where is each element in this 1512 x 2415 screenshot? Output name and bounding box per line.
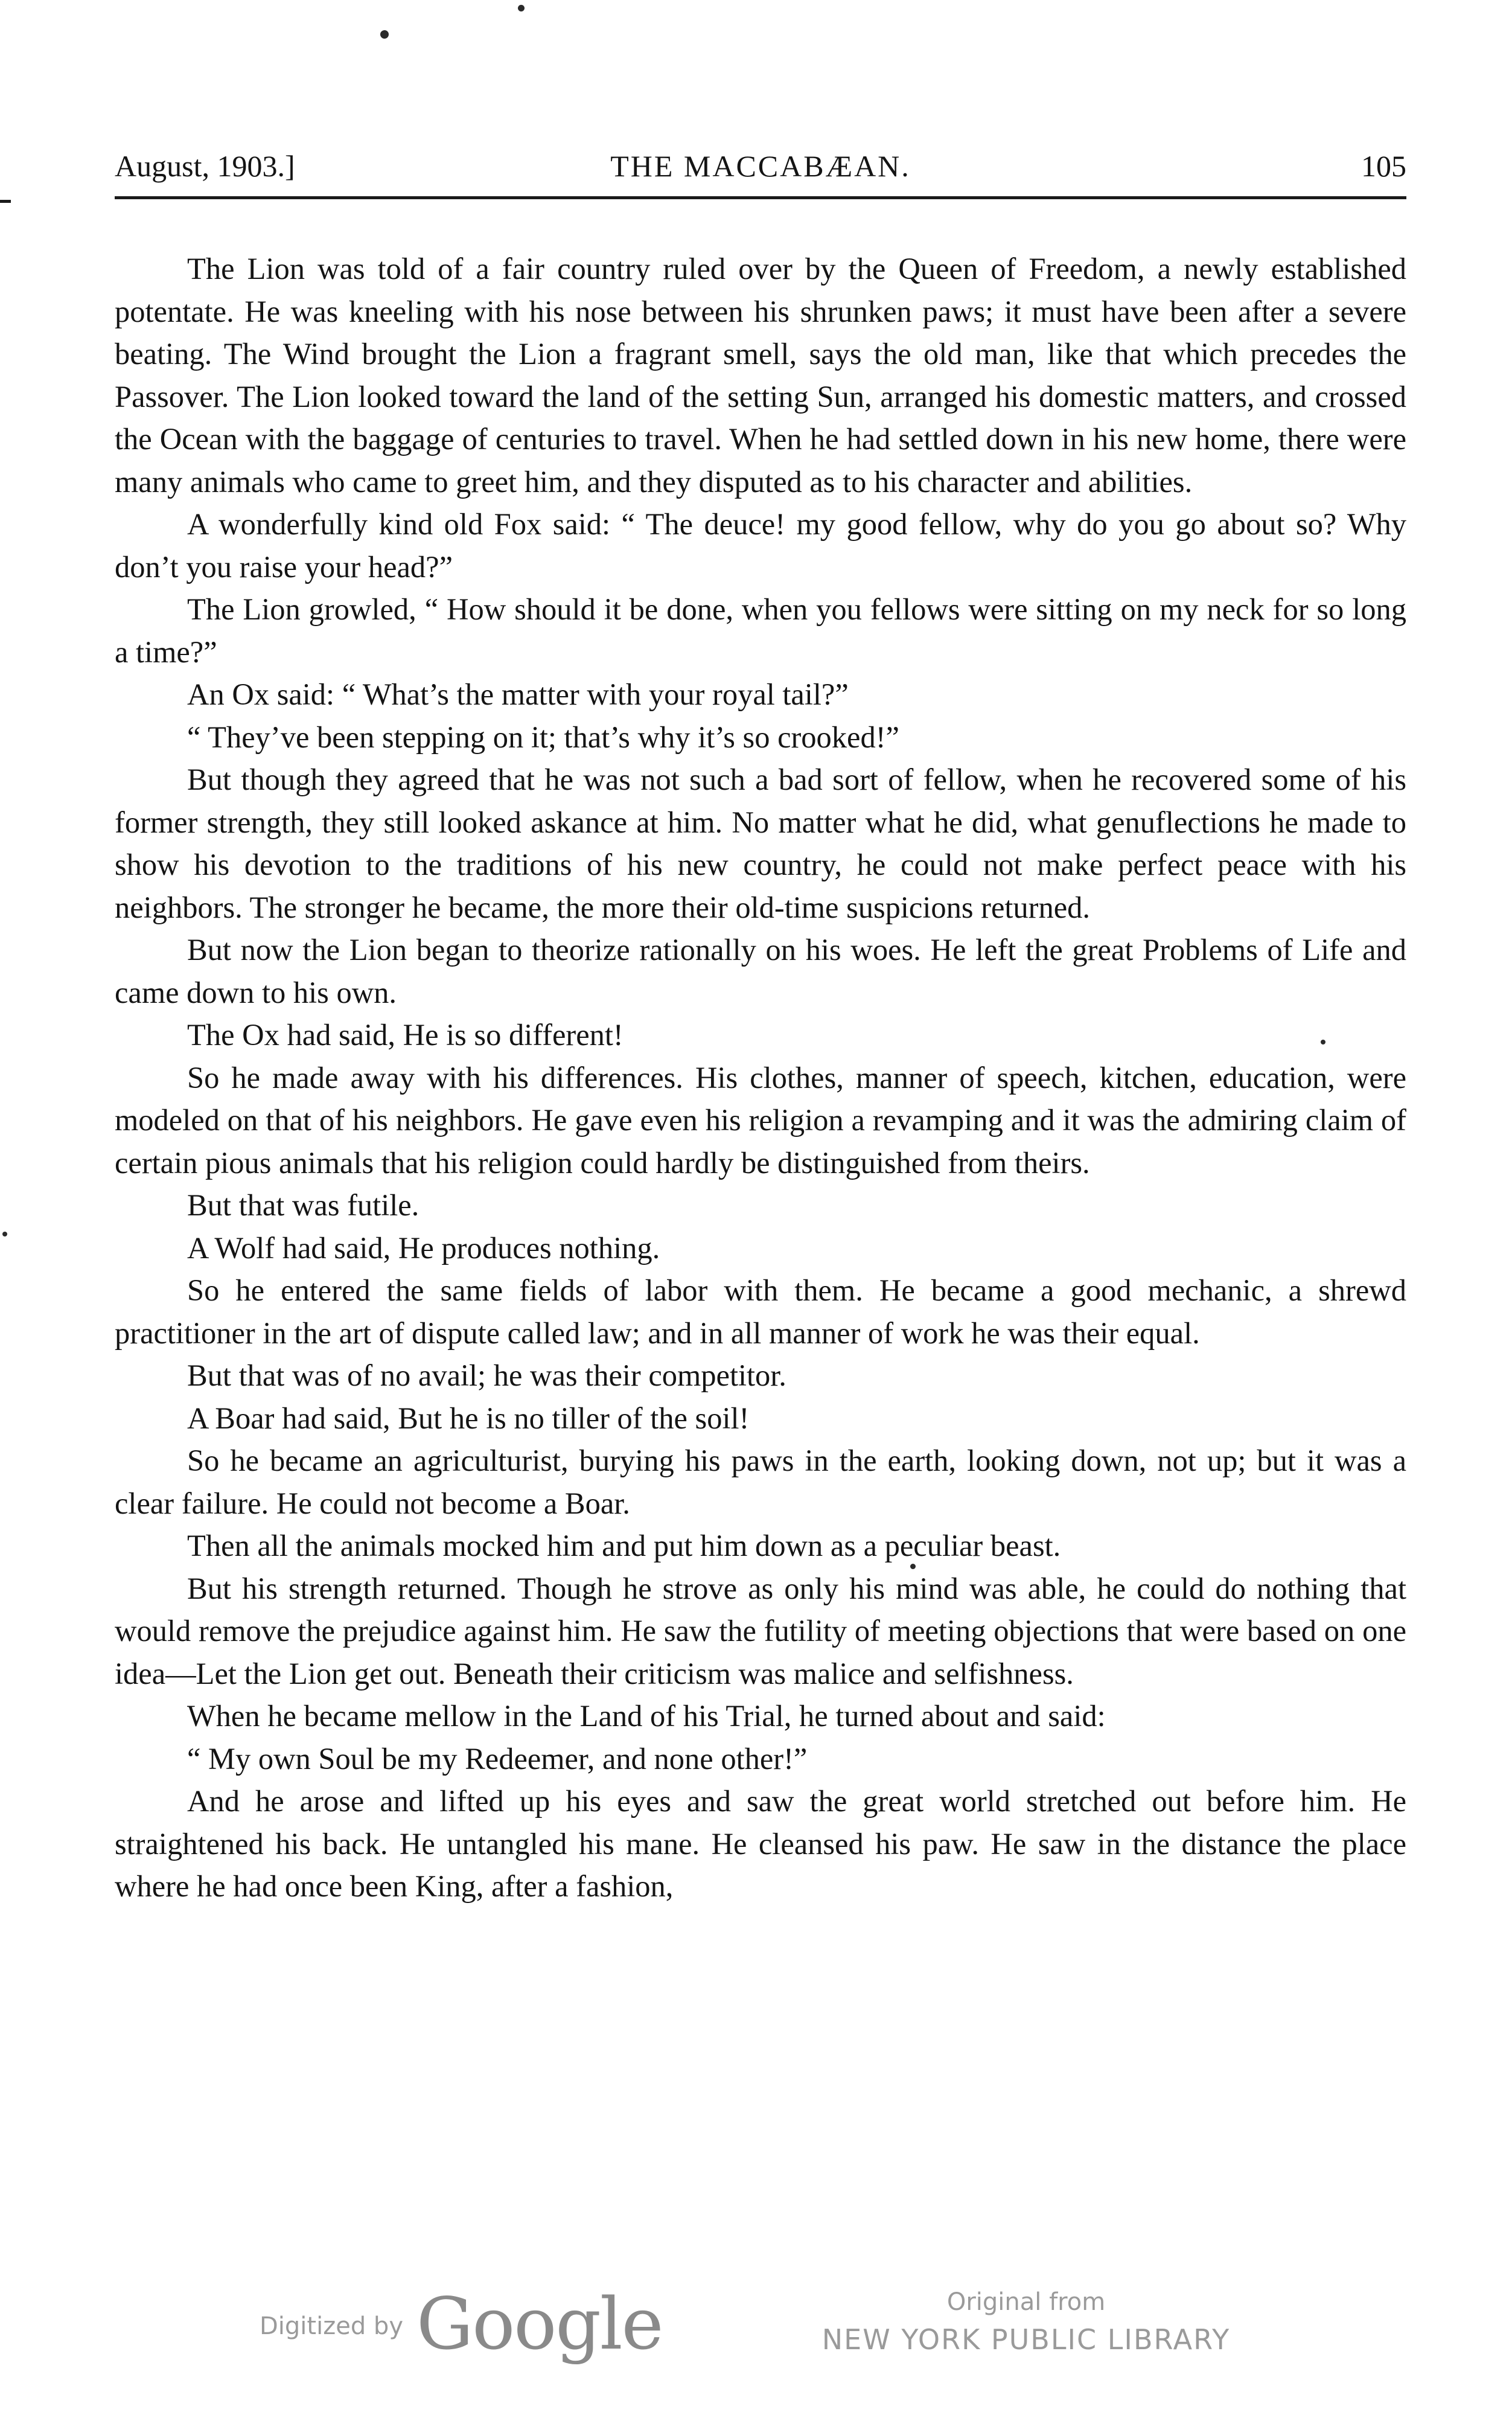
- paragraph: So he became an agriculturist, burying his paws in the earth, looking down, not up; but it was a clear failure. He could not become a Boar.: [115, 1444, 1406, 1520]
- paragraph: And he arose and lifted up his eyes and saw the great world stretched out before him. He straightened his back. He untangled his mane. He cleansed his paw. He saw in the distance the place where he had once been King, after a fashion,: [115, 1784, 1406, 1903]
- paragraph: The Lion was told of a fair country ruled over by the Queen of Freedom, a newly established potentate. He was kneeling with his nose between his shrunken paws; it must have been after a severe beating. The Wind brought the Lion a fragrant smell, says the old man, like that which precedes the Passover. The Lion looked toward the land of the setting Sun, arranged his domestic matters, and crossed the Ocean with the baggage of centuries to travel. When he had settled down in his new home, there were many animals who came to greet him, and they disputed as to his character and abilities.: [115, 252, 1406, 499]
- running-header: [115, 145, 1406, 193]
- paragraph: “ They’ve been stepping on it; that’s why it’s so crooked!”: [187, 720, 899, 754]
- paragraph: But now the Lion began to theorize rationally on his woes. He left the great Problems of Life and came down to his own.: [115, 933, 1406, 1009]
- paragraph: A Wolf had said, He produces nothing.: [187, 1230, 660, 1265]
- google-logo: Google: [416, 2282, 663, 2365]
- digitized-by-label: Digitized by: [260, 2312, 403, 2340]
- scan-speck: [518, 5, 525, 11]
- article-body: [115, 248, 1406, 1908]
- paragraph: An Ox said: “ What’s the matter with your royal tail?”: [187, 677, 849, 711]
- paragraph: A Boar had said, But he is no tiller of the soil!: [187, 1401, 750, 1435]
- paragraph: But though they agreed that he was not such a bad sort of fellow, when he recovered some of his former strength, they still looked askance at him. No matter what he did, what genuflections he made to show his devotion to the traditions of his new country, he could not make perfect peace with his neighbors. The stronger he became, the more their old-time suspicions returned.: [115, 763, 1406, 924]
- scan-speck: [2, 1232, 7, 1236]
- paragraph: A wonderfully kind old Fox said: “ The deuce! my good fellow, why do you go about so? Why don’t you raise your head?”: [115, 507, 1406, 584]
- paragraph: When he became mellow in the Land of his Trial, he turned about and said:: [187, 1699, 1106, 1733]
- header-rule: [115, 196, 1406, 199]
- paragraph: So he made away with his differences. His clothes, manner of speech, kitchen, education, were modeled on that of his neighbors. He gave even his religion a revamping and it was the admiring claim of certain pious animals that his religion could hardly be distinguished from theirs.: [115, 1060, 1406, 1180]
- library-name: NEW YORK PUBLIC LIBRARY: [821, 2323, 1231, 2356]
- paragraph: But his strength returned. Though he strove as only his mind was able, he could do nothing that would remove the prejudice against him. He saw the futility of meeting objections that were based on one idea—Let the Lion get out. Beneath their criticism was malice and selfishness.: [115, 1571, 1406, 1690]
- paragraph: “ My own Soul be my Redeemer, and none other!”: [187, 1741, 808, 1776]
- paragraph: But that was of no avail; he was their competitor.: [187, 1358, 786, 1392]
- paragraph: Then all the animals mocked him and put him down as a peculiar beast.: [187, 1529, 1061, 1563]
- margin-mark: [0, 200, 11, 203]
- paragraph: So he entered the same fields of labor with them. He became a good mechanic, a shrewd practitioner in the art of dispute called law; and in all manner of work he was their equal.: [115, 1273, 1406, 1350]
- paragraph: The Lion growled, “ How should it be done, when you fellows were sitting on my neck for so long a time?”: [115, 592, 1406, 669]
- paragraph: But that was futile.: [187, 1188, 419, 1222]
- digitization-footer: [0, 2234, 1512, 2379]
- original-from-label: Original from: [946, 2288, 1106, 2316]
- paragraph: The Ox had said, He is so different!: [187, 1018, 624, 1052]
- scan-speck: [380, 30, 389, 39]
- journal-title: THE MACCABÆAN.: [610, 149, 911, 183]
- page-number: 105: [1361, 149, 1406, 183]
- issue-date: August, 1903.]: [115, 149, 295, 183]
